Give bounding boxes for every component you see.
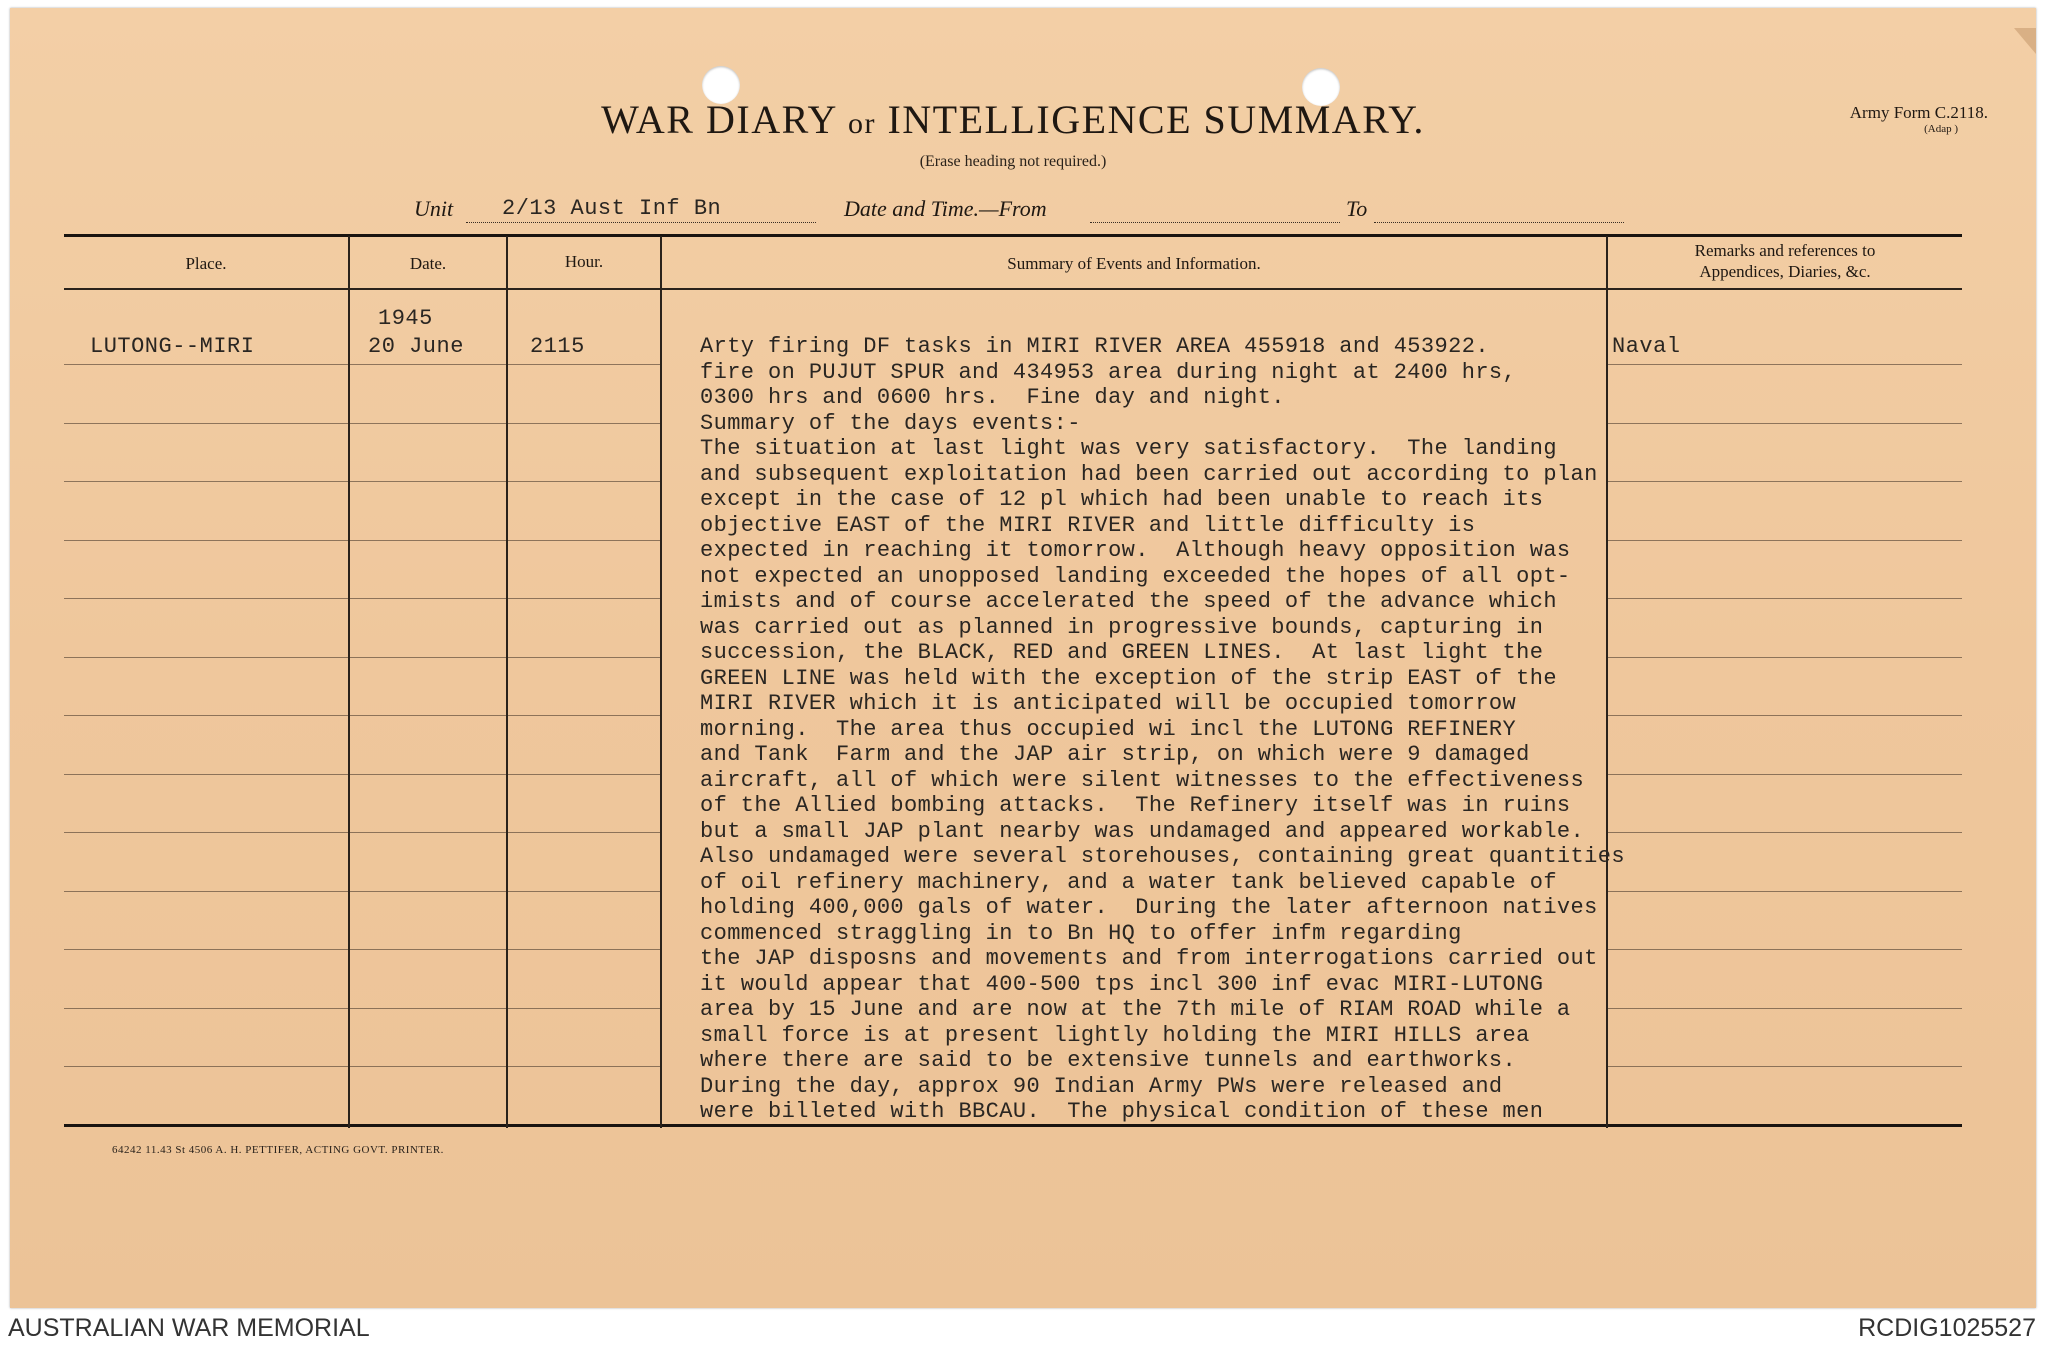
printer-imprint: 64242 11.43 St 4506 A. H. PETTIFER, ACTING GOVT. PRINTER. xyxy=(112,1144,444,1156)
unit-blank xyxy=(466,222,816,223)
ruled-line xyxy=(64,423,348,424)
summary-of-events xyxy=(700,334,1740,1125)
entry-remark: Naval xyxy=(1612,334,1681,359)
date-time-label: Date and Time.—From xyxy=(844,196,1047,221)
ruled-line xyxy=(64,481,348,482)
form-title xyxy=(0,96,2026,143)
header-underline-remarks xyxy=(1608,288,1962,290)
ruled-line xyxy=(508,540,660,541)
entry-year: 1945 xyxy=(378,306,433,331)
ruled-line xyxy=(350,364,506,365)
header-remarks xyxy=(1608,240,1962,282)
summary-line: 0300 hrs and 0600 hrs. Fine day and night. xyxy=(700,385,1285,410)
ruled-line xyxy=(508,1008,660,1009)
ruled-line xyxy=(508,657,660,658)
unit-value: 2/13 Aust Inf Bn xyxy=(502,196,722,221)
ruled-line xyxy=(64,657,348,658)
ruled-line xyxy=(350,832,506,833)
credit-record-id: RCDIG1025527 xyxy=(1858,1314,2036,1342)
summary-line: Summary of the days events:- xyxy=(700,410,1081,436)
summary-line: During the day, approx 90 Indian Army PWs were released and xyxy=(700,1073,1503,1099)
army-form-label: Army Form C.2118. xyxy=(1849,103,1988,122)
ruled-line xyxy=(64,949,348,950)
summary-line: commenced straggling in to Bn HQ to offer infm regarding xyxy=(700,920,1462,946)
summary-line: expected in reaching it tomorrow. Although heavy opposition was xyxy=(700,538,1571,563)
summary-line: area by 15 June and are now at the 7th mile of RIAM ROAD while a xyxy=(700,997,1571,1022)
summary-line: aircraft, all of which were silent witnesses to the effectiveness xyxy=(700,767,1585,793)
summary-line: objective EAST of the MIRI RIVER and little difficulty is xyxy=(700,512,1476,538)
ruled-line xyxy=(64,598,348,599)
summary-line: succession, the BLACK, RED and GREEN LINES. At last light the xyxy=(700,640,1544,665)
header-date: Date. xyxy=(409,254,447,273)
ruled-line xyxy=(350,949,506,950)
header-remarks-line1: Remarks and references to xyxy=(1694,241,1876,260)
ruled-line xyxy=(64,832,348,833)
ruled-line xyxy=(508,481,660,482)
title-intelligence-summary: INTELLIGENCE SUMMARY. xyxy=(887,97,1425,142)
entry-hour: 2115 xyxy=(530,334,585,359)
summary-line: Arty firing DF tasks in MIRI RIVER AREA 455918 and 453922. xyxy=(700,334,1489,359)
from-blank xyxy=(1090,222,1340,223)
summary-line: small force is at present lightly holding the MIRI HILLS area xyxy=(700,1022,1530,1048)
summary-line: Also undamaged were several storehouses, containing great quantities xyxy=(700,844,1625,869)
header-underline-date xyxy=(350,288,506,290)
ruled-line xyxy=(64,1066,348,1067)
column-divider-hour xyxy=(660,236,662,1128)
summary-line: the JAP disposns and movements and from interrogations carried out xyxy=(700,946,1598,971)
ruled-line xyxy=(350,891,506,892)
ruled-line xyxy=(350,481,506,482)
summary-line: imists and of course accelerated the speed of the advance which xyxy=(700,589,1557,614)
ruled-line xyxy=(350,423,506,424)
ruled-line xyxy=(64,715,348,716)
ruled-line xyxy=(508,423,660,424)
ruled-line xyxy=(508,949,660,950)
ruled-line xyxy=(350,540,506,541)
entry-date: 20 June xyxy=(368,334,464,359)
ruled-line xyxy=(350,774,506,775)
title-war-diary: WAR DIARY xyxy=(601,97,837,142)
header-hour: Hour. xyxy=(564,252,604,271)
ruled-line xyxy=(508,832,660,833)
ruled-line xyxy=(64,1008,348,1009)
summary-line: morning. The area thus occupied wi incl the LUTONG REFINERY xyxy=(700,716,1517,742)
summary-line: MIRI RIVER which it is anticipated will be occupied tomorrow xyxy=(700,691,1517,716)
army-form-number xyxy=(1850,104,1988,135)
header-place: Place. xyxy=(185,254,227,273)
header-underline-summary xyxy=(662,288,1606,290)
to-blank xyxy=(1374,222,1624,223)
summary-line: The situation at last light was very satisfactory. The landing xyxy=(700,436,1557,461)
ruled-line xyxy=(64,364,348,365)
to-label: To xyxy=(1346,196,1368,221)
ruled-line xyxy=(508,598,660,599)
adap-label: (Adap ) xyxy=(1924,122,1958,135)
title-or: or xyxy=(847,107,876,140)
ruled-line xyxy=(350,657,506,658)
summary-line: was carried out as planned in progressive bounds, capturing in xyxy=(700,614,1544,640)
column-divider-place xyxy=(348,236,350,1128)
header-remarks-line2: Appendices, Diaries, &c. xyxy=(1699,262,1871,281)
ruled-line xyxy=(508,1066,660,1067)
header-summary: Summary of Events and Information. xyxy=(1007,254,1261,273)
credit-institution: AUSTRALIAN WAR MEMORIAL xyxy=(8,1314,370,1342)
summary-line: except in the case of 12 pl which had been unable to reach its xyxy=(700,487,1544,512)
summary-line: and Tank Farm and the JAP air strip, on which were 9 damaged xyxy=(700,742,1530,767)
summary-line: fire on PUJUT SPUR and 434953 area during night at 2400 hrs, xyxy=(700,359,1517,385)
unit-label: Unit xyxy=(414,196,454,221)
ruled-line xyxy=(64,774,348,775)
summary-line: and subsequent exploitation had been carried out according to plan xyxy=(700,461,1598,487)
ruled-line xyxy=(64,891,348,892)
folded-corner xyxy=(2014,28,2036,54)
summary-line: of oil refinery machinery, and a water tank believed capable of xyxy=(700,869,1557,895)
ruled-line xyxy=(350,598,506,599)
ruled-line xyxy=(508,891,660,892)
ruled-line xyxy=(350,715,506,716)
ruled-line xyxy=(508,715,660,716)
summary-line: GREEN LINE was held with the exception of the strip EAST of the xyxy=(700,665,1557,691)
erase-note: (Erase heading not required.) xyxy=(919,153,1107,170)
column-divider-date xyxy=(506,236,508,1128)
ruled-line xyxy=(64,540,348,541)
summary-line: of the Allied bombing attacks. The Refinery itself was in ruins xyxy=(700,793,1571,818)
summary-line: were billeted with BBCAU. The physical condition of these men xyxy=(700,1099,1544,1124)
summary-line: not expected an unopposed landing exceeded the hopes of all opt- xyxy=(700,563,1571,589)
summary-line: it would appear that 400-500 tps incl 300 inf evac MIRI-LUTONG xyxy=(700,971,1544,997)
summary-line: where there are said to be extensive tunnels and earthworks. xyxy=(700,1048,1517,1073)
ruled-line xyxy=(350,1066,506,1067)
header-underline-hour xyxy=(508,288,660,290)
summary-line: holding 400,000 gals of water. During the later afternoon natives xyxy=(700,895,1598,920)
ruled-line xyxy=(508,364,660,365)
ruled-line xyxy=(508,774,660,775)
ruled-line xyxy=(350,1008,506,1009)
header-underline-place xyxy=(64,288,348,290)
entry-place: LUTONG--MIRI xyxy=(90,334,255,359)
summary-line: but a small JAP plant nearby was undamaged and appeared workable. xyxy=(700,818,1585,844)
